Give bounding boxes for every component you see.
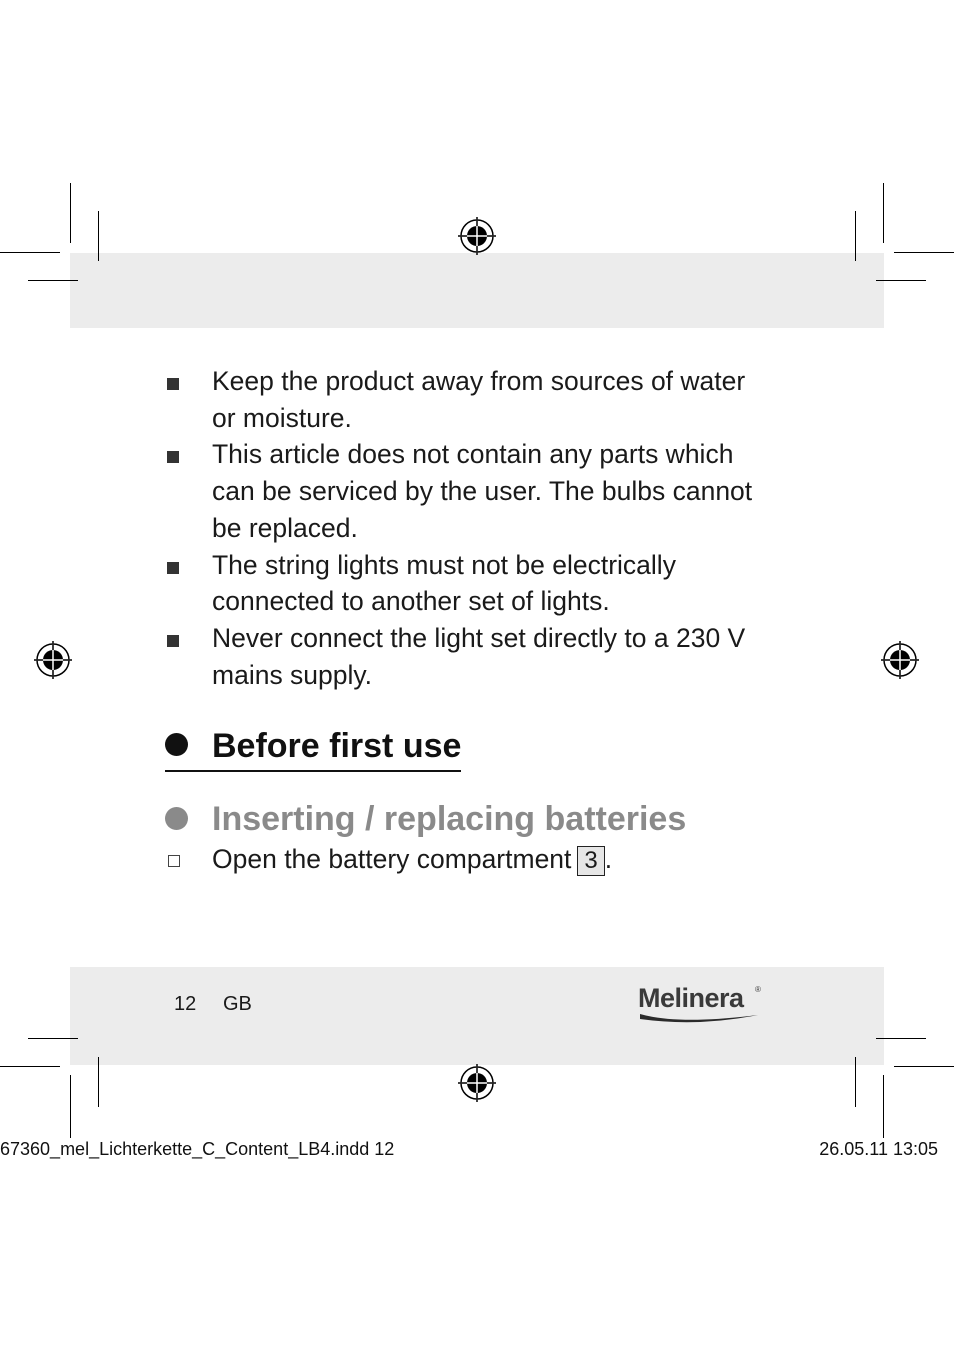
square-bullet-icon: [167, 378, 179, 390]
brand-name: Melinera: [638, 983, 744, 1013]
square-bullet-icon: [167, 451, 179, 463]
list-item: [165, 436, 765, 546]
registration-mark-icon: [881, 641, 919, 679]
registration-mark-icon: [458, 217, 496, 255]
list-item-text: The string lights must not be electrically connected to another set of lights.: [212, 549, 676, 617]
list-item-text: Never connect the light set directly to a 230 V mains supply.: [212, 622, 746, 690]
registered-mark: ®: [755, 985, 761, 994]
list-item-text: This article does not contain any parts which can be serviced by the user. The bulbs cannot be replaced.: [212, 439, 753, 543]
list-item: [165, 363, 765, 436]
header-band: [70, 253, 884, 328]
registration-mark-icon: [34, 641, 72, 679]
brand-logo: [638, 983, 764, 1027]
print-slug-file: 67360_mel_Lichterkette_C_Content_LB4.indd 12: [0, 1139, 395, 1159]
circle-bullet-icon: [165, 807, 188, 830]
page-number: 12: [174, 993, 197, 1015]
heading-text: Before first use: [212, 727, 462, 765]
section-heading-inserting-batteries: [165, 799, 686, 839]
list-item: [165, 620, 765, 693]
checkbox-icon: [168, 855, 180, 867]
instruction-step: [165, 841, 612, 877]
print-slug-datetime: 26.05.11 13:05: [819, 1139, 938, 1159]
list-item-text: Keep the product away from sources of water or moisture.: [212, 366, 746, 433]
logo-swoosh-icon: [638, 1011, 760, 1025]
list-item: [165, 547, 765, 620]
registration-mark-icon: [458, 1064, 496, 1102]
circle-bullet-icon: [165, 733, 188, 756]
safety-list: [165, 363, 765, 693]
step-text: Open the battery compartment: [212, 844, 572, 874]
part-reference-badge: 3: [577, 846, 604, 876]
square-bullet-icon: [167, 635, 179, 647]
section-heading-before-first-use: [165, 726, 461, 772]
step-suffix: .: [604, 844, 613, 874]
language-code: GB: [223, 993, 252, 1015]
square-bullet-icon: [167, 562, 179, 574]
heading-text: Inserting / replacing batteries: [212, 800, 687, 838]
